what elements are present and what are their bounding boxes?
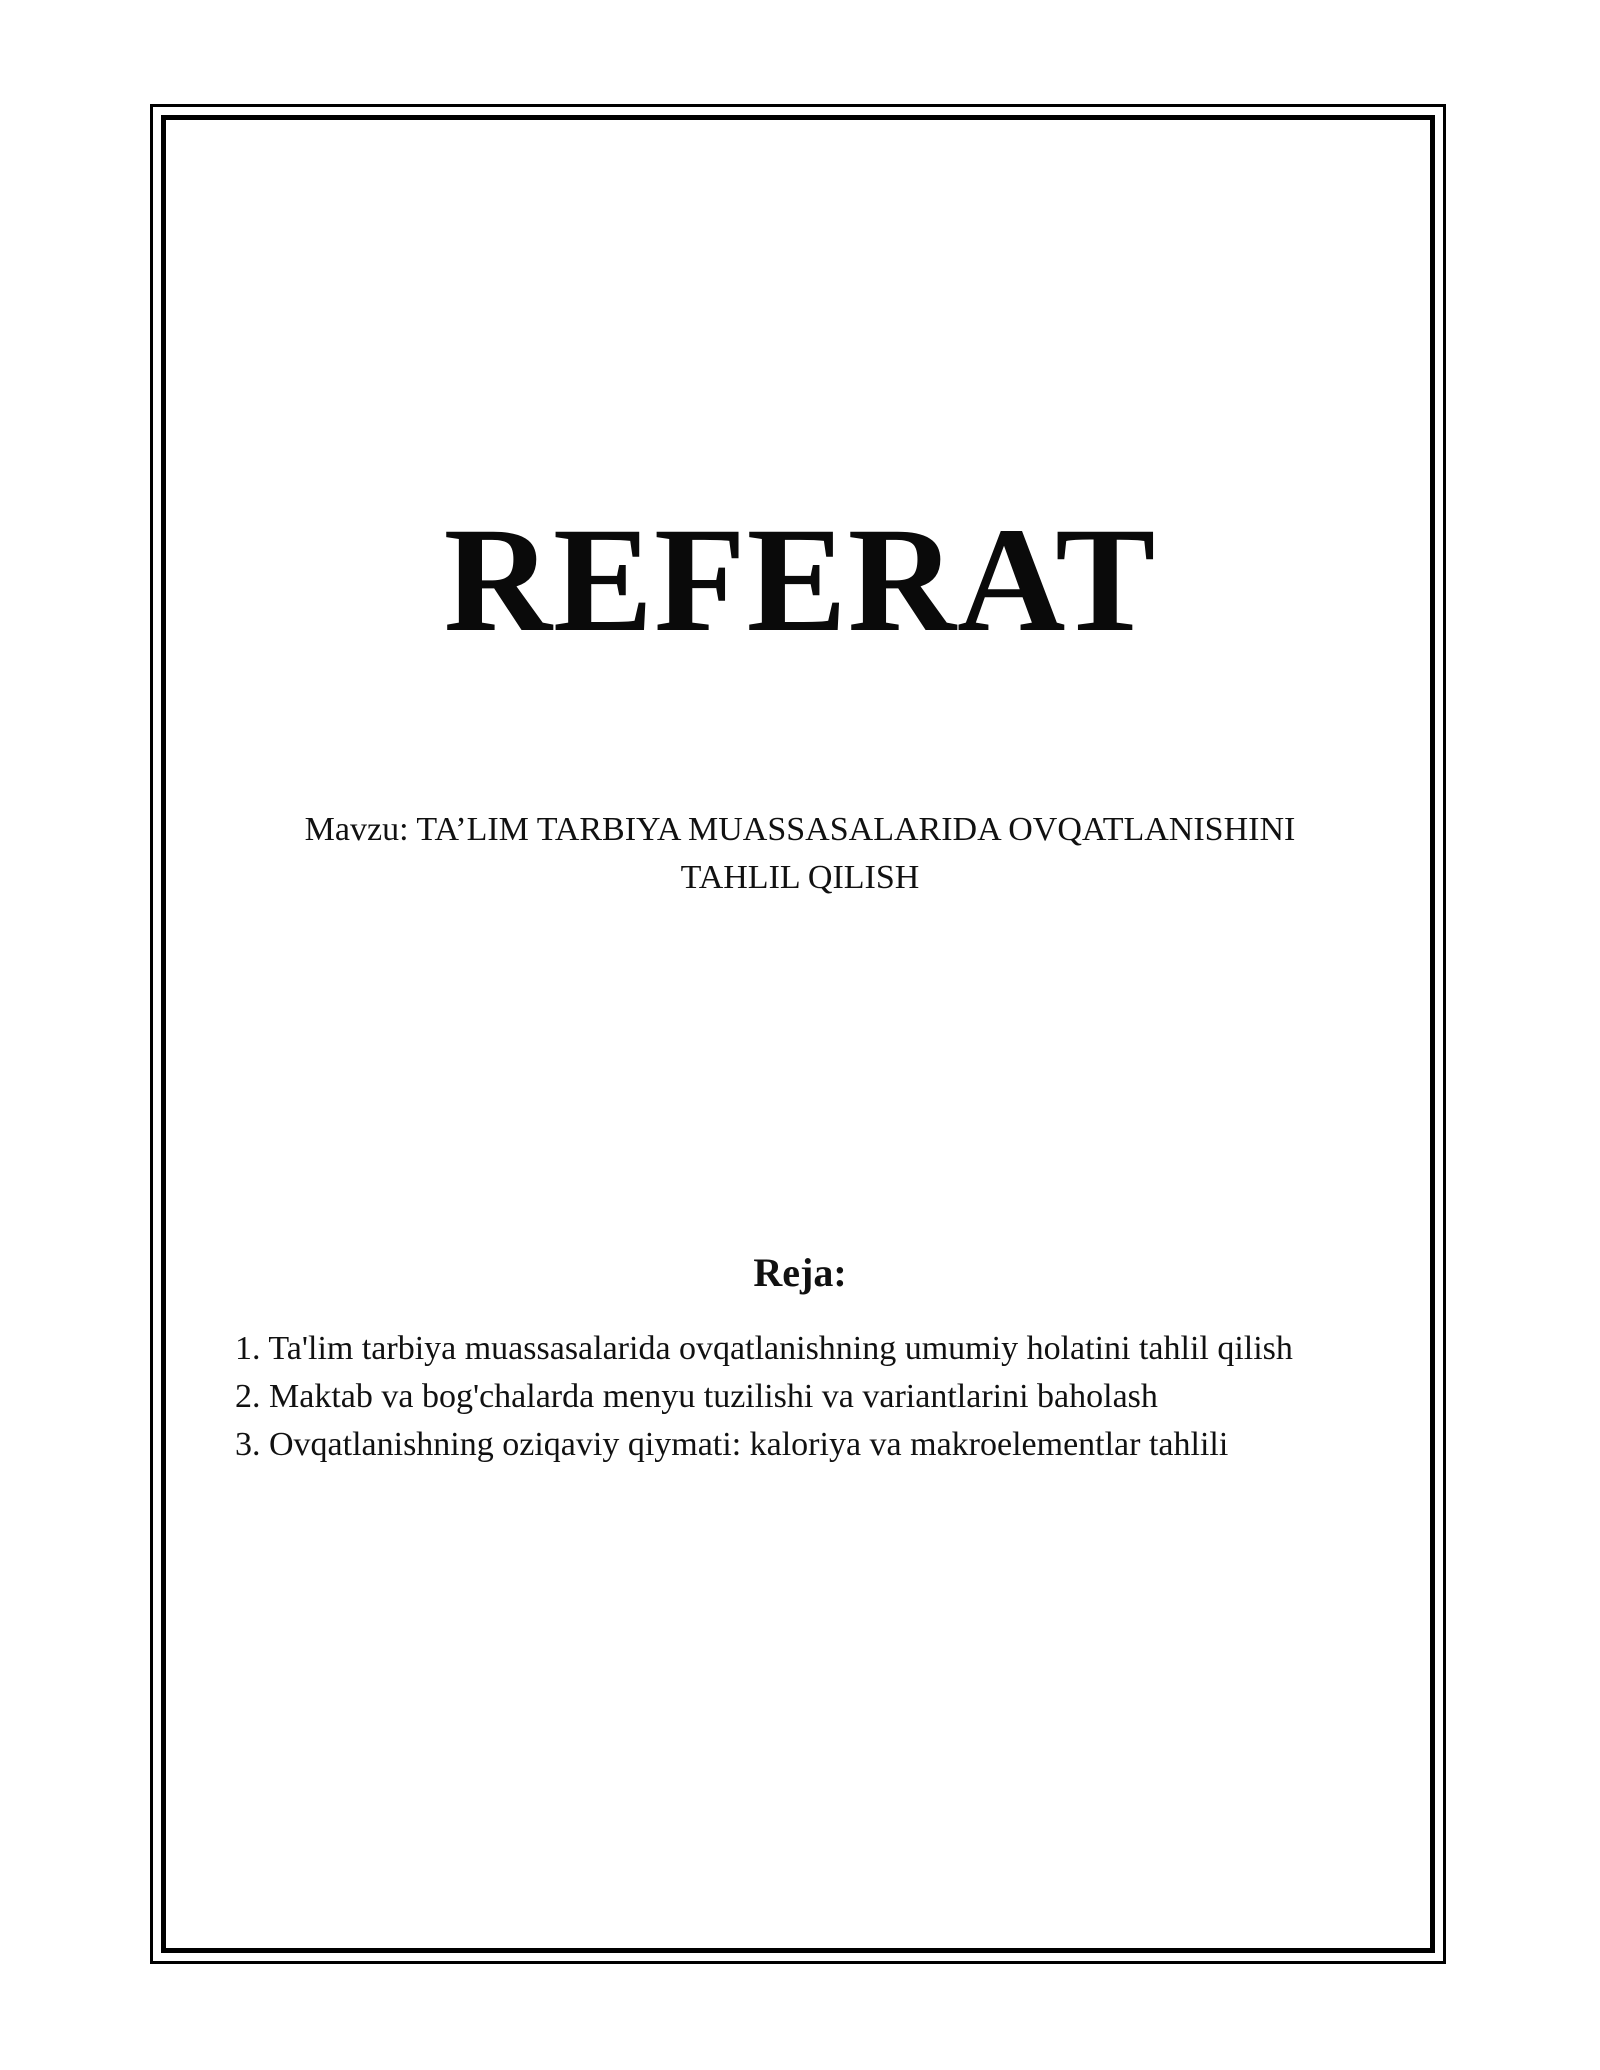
page-border-inner xyxy=(161,115,1435,1953)
topic-line-1: Mavzu: TA’LIM TARBIYA MUASSASALARIDA OVQATLANISHINI xyxy=(304,811,1296,848)
page-border-outer xyxy=(150,104,1446,1964)
plan-list xyxy=(235,1325,1335,1469)
plan-item: 2. Maktab va bog'chalarda menyu tuzilishi va variantlarini baholash xyxy=(235,1378,1158,1415)
plan-item: 3. Ovqatlanishning oziqaviy qiymati: kaloriya va makroelementlar tahlili xyxy=(235,1426,1229,1463)
plan-item: 1. Ta'lim tarbiya muassasalarida ovqatlanishning umumiy holatini tahlil qilish xyxy=(235,1330,1293,1367)
topic-line-2: TAHLIL QILISH xyxy=(680,859,920,896)
document-title: REFERAT xyxy=(443,497,1157,663)
document-topic xyxy=(250,806,1350,902)
plan-heading: Reja: xyxy=(753,1250,847,1295)
